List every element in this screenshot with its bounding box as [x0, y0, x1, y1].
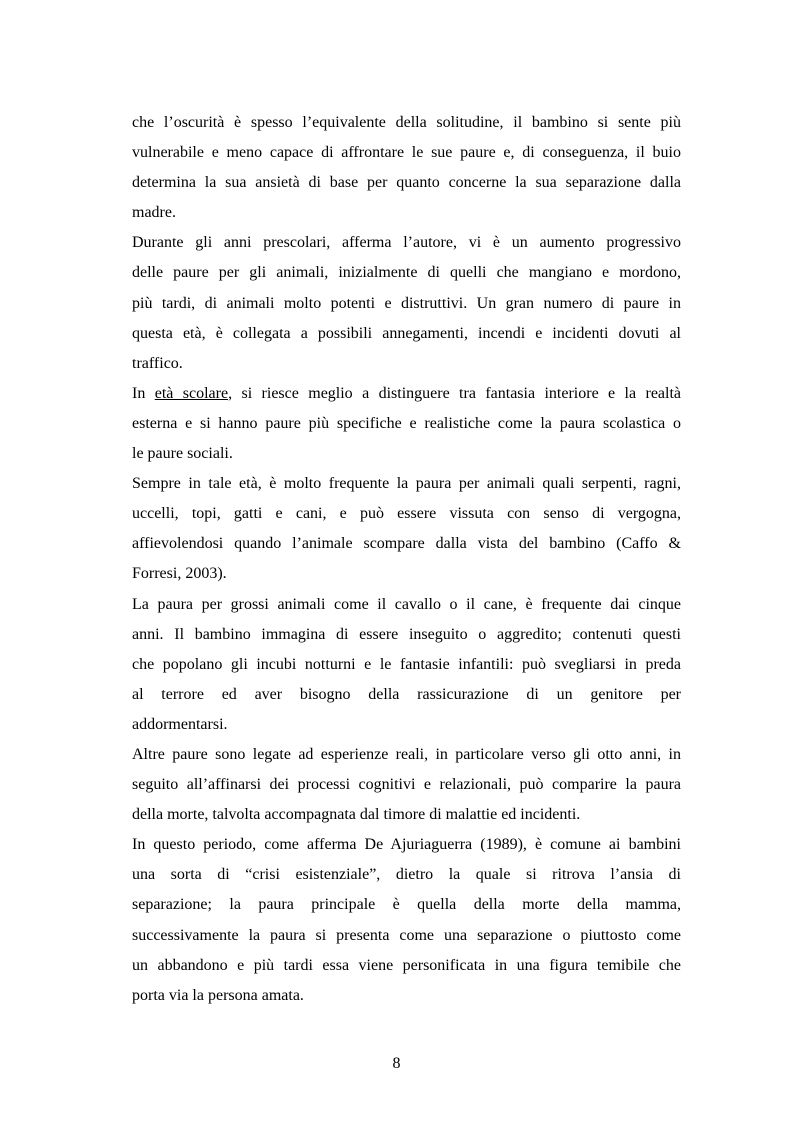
- text-line: che popolano gli incubi notturni e le fantasie infantili: può svegliarsi in preda: [132, 655, 681, 673]
- text-line: una sorta di “crisi esistenziale”, dietro la quale si ritrova l’ansia di: [132, 866, 681, 884]
- text-fragment: In: [132, 384, 155, 402]
- text-line: [132, 379, 681, 409]
- text-line: In questo periodo, come afferma De Ajuriaguerra (1989), è comune ai bambini: [132, 836, 681, 854]
- text-line: Altre paure sono legate ad esperienze reali, in particolare verso gli otto anni, in: [132, 745, 681, 763]
- text-line: anni. Il bambino immagina di essere inseguito o aggredito; contenuti questi: [132, 625, 681, 643]
- text-line: le paure sociali.: [132, 445, 233, 463]
- text-line: traffico.: [132, 354, 183, 372]
- text-line: un abbandono e più tardi essa viene personificata in una figura temibile che: [132, 956, 681, 974]
- text-line: che l’oscurità è spesso l’equivalente della solitudine, il bambino si sente più: [132, 114, 681, 131]
- text-line: successivamente la paura si presenta come una separazione o piuttosto come: [132, 926, 681, 944]
- text-line: affievolendosi quando l’animale scompare dalla vista del bambino (Caffo &: [132, 535, 681, 553]
- text-line: Forresi, 2003).: [132, 565, 227, 583]
- text-line: al terrore ed aver bisogno della rassicurazione di un genitore per: [132, 685, 681, 703]
- text-line: uccelli, topi, gatti e cani, e può essere vissuta con senso di vergogna,: [132, 505, 681, 523]
- text-fragment: , si riesce meglio a distinguere tra fantasia interiore e la realtà: [228, 384, 682, 402]
- text-line: seguito all’affinarsi dei processi cognitivi e relazionali, può comparire la paura: [132, 776, 681, 794]
- text-line: addormentarsi.: [132, 715, 228, 733]
- text-line: Durante gli anni prescolari, afferma l’autore, vi è un aumento progressivo: [132, 234, 681, 252]
- text-line: vulnerabile e meno capace di affrontare le sue paure e, di conseguenza, il buio: [132, 144, 681, 162]
- body-text: [132, 108, 681, 1011]
- text-line: esterna e si hanno paure più specifiche e realistiche come la paura scolastica o: [132, 414, 681, 432]
- text-line: determina la sua ansietà di base per quanto concerne la sua separazione dalla: [132, 174, 681, 192]
- text-line: separazione; la paura principale è quella della morte della mamma,: [132, 896, 681, 914]
- text-line: La paura per grossi animali come il cavallo o il cane, è frequente dai cinque: [132, 595, 681, 613]
- text-line: delle paure per gli animali, inizialmente di quelli che mangiano e mordono,: [132, 264, 681, 282]
- text-line: madre.: [132, 204, 176, 222]
- text-line: porta via la persona amata.: [132, 986, 304, 1004]
- text-line: della morte, talvolta accompagnata dal timore di malattie ed incidenti.: [132, 806, 581, 824]
- text-line: più tardi, di animali molto potenti e distruttivi. Un gran numero di paure in: [132, 294, 681, 312]
- text-line: questa età, è collegata a possibili annegamenti, incendi e incidenti dovuti al: [132, 324, 681, 342]
- text-line: Sempre in tale età, è molto frequente la paura per animali quali serpenti, ragni,: [132, 475, 681, 493]
- underlined-term: età scolare: [154, 384, 229, 402]
- page-number: 8: [392, 1055, 401, 1072]
